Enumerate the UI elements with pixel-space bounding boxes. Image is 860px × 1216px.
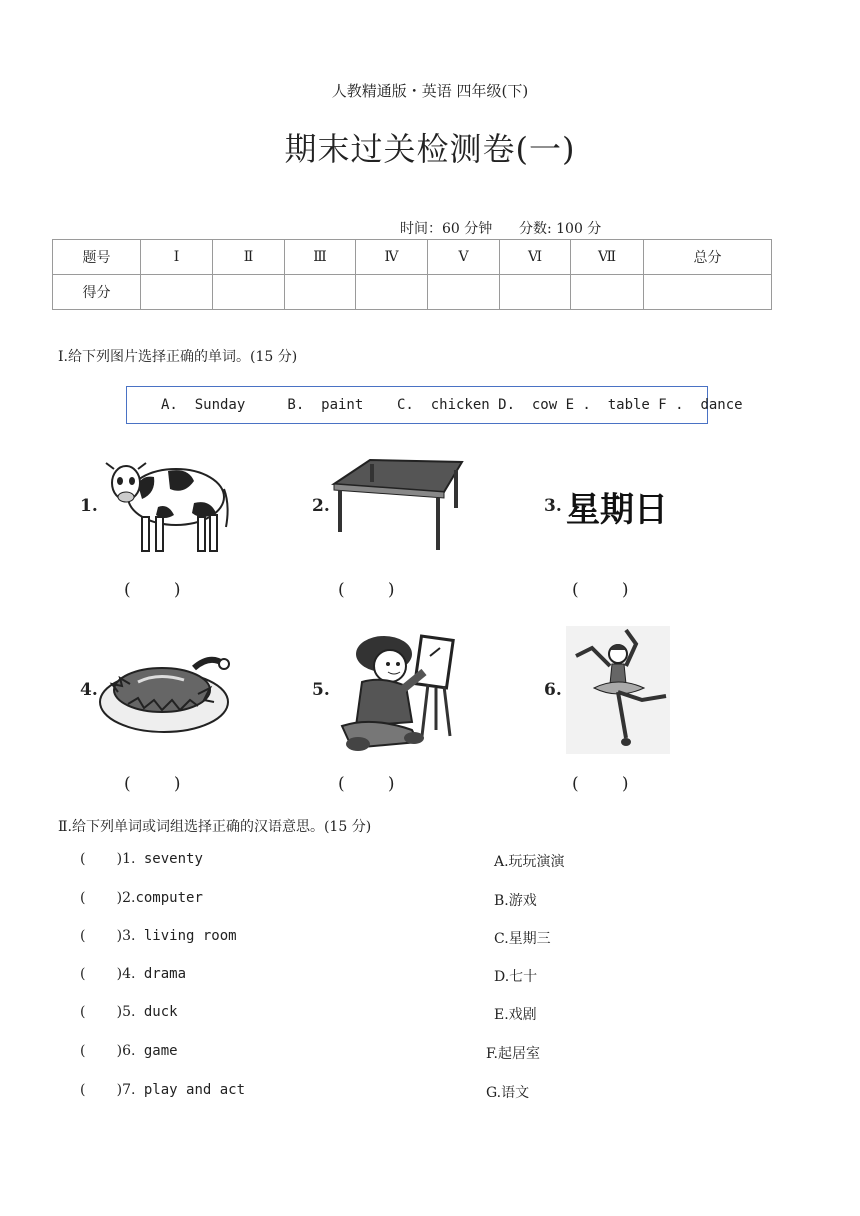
answer-blank[interactable]: ( ) <box>80 966 123 982</box>
question-number: 4. <box>122 966 136 982</box>
score-input-cell[interactable] <box>571 275 644 310</box>
score-input-cell[interactable] <box>285 275 356 310</box>
ballet-dancer-icon <box>566 626 670 754</box>
answer-blank[interactable]: ( ) <box>124 774 181 794</box>
score-input-cell[interactable] <box>644 275 772 310</box>
score-table <box>52 239 772 310</box>
time-score-info: 时间：60 分钟 分数: 100 分 <box>400 221 602 237</box>
picture-number: 2. <box>312 496 330 516</box>
question-word: drama <box>135 966 187 982</box>
question-number: 2. <box>122 890 136 906</box>
cow-icon <box>98 455 232 559</box>
question-word: game <box>135 1043 178 1059</box>
question-row <box>80 851 203 867</box>
score-table-header-row <box>53 240 772 275</box>
score-input-cell[interactable] <box>213 275 285 310</box>
score-input-cell[interactable] <box>141 275 213 310</box>
option-item: D.七十 <box>494 969 538 985</box>
table-cell: Ⅳ <box>356 240 428 275</box>
page-title: 期末过关检测卷(一) <box>284 130 576 168</box>
section1-title: Ⅰ.给下列图片选择正确的单词。(15 分) <box>58 349 298 365</box>
table-cell: 得分 <box>53 275 141 310</box>
sunday-text-picture: 星期日 <box>566 490 668 530</box>
table-cell: Ⅵ <box>500 240 571 275</box>
table-icon <box>330 456 466 554</box>
question-number: 6. <box>122 1043 136 1059</box>
question-row <box>80 890 203 906</box>
answer-blank[interactable]: ( ) <box>80 851 123 867</box>
question-number: 1. <box>122 851 136 867</box>
picture-number: 1. <box>80 496 98 516</box>
question-word: seventy <box>135 851 203 867</box>
answer-blank[interactable]: ( ) <box>80 1004 123 1020</box>
roast-chicken-icon <box>98 644 232 738</box>
score-input-cell[interactable] <box>428 275 500 310</box>
score-table-score-row <box>53 275 772 310</box>
question-number: 7. <box>122 1082 136 1098</box>
picture-number: 4. <box>80 680 98 700</box>
option-item: G.语文 <box>486 1085 530 1101</box>
question-word: living room <box>135 928 237 944</box>
question-row <box>80 1004 178 1020</box>
table-cell: Ⅲ <box>285 240 356 275</box>
table-cell: Ⅱ <box>213 240 285 275</box>
table-cell: Ⅶ <box>571 240 644 275</box>
answer-blank[interactable]: ( ) <box>572 774 629 794</box>
score-input-cell[interactable] <box>356 275 428 310</box>
option-item: B.游戏 <box>494 893 537 909</box>
question-word: duck <box>135 1004 178 1020</box>
option-item: C.星期三 <box>494 931 551 947</box>
answer-blank[interactable]: ( ) <box>80 928 123 944</box>
answer-blank[interactable]: ( ) <box>80 890 123 906</box>
table-cell: 总分 <box>644 240 772 275</box>
question-row <box>80 966 186 982</box>
picture-number: 6. <box>544 680 562 700</box>
answer-blank[interactable]: ( ) <box>338 580 395 600</box>
child-painting-icon <box>332 626 462 754</box>
question-word: play and act <box>135 1082 246 1098</box>
answer-blank[interactable]: ( ) <box>124 580 181 600</box>
answer-blank[interactable]: ( ) <box>572 580 629 600</box>
option-item: E.戏剧 <box>494 1007 537 1023</box>
question-number: 5. <box>122 1004 136 1020</box>
question-word: computer <box>135 890 203 906</box>
picture-number: 5. <box>312 680 330 700</box>
score-input-cell[interactable] <box>500 275 571 310</box>
word-bank-box: A. Sunday B. paint C. chicken D. cow E . table F . dance <box>126 386 708 424</box>
picture-number: 3. <box>544 496 562 516</box>
table-cell: Ⅴ <box>428 240 500 275</box>
option-item: A.玩玩演演 <box>494 854 565 870</box>
question-row <box>80 928 237 944</box>
table-cell: Ⅰ <box>141 240 213 275</box>
question-row <box>80 1082 245 1098</box>
answer-blank[interactable]: ( ) <box>80 1043 123 1059</box>
question-row <box>80 1043 178 1059</box>
series-label: 人教精通版・英语 四年级(下) <box>331 82 529 100</box>
option-item: F.起居室 <box>486 1046 540 1062</box>
question-number: 3. <box>122 928 136 944</box>
answer-blank[interactable]: ( ) <box>80 1082 123 1098</box>
section2-title: Ⅱ.给下列单词或词组选择正确的汉语意思。(15 分) <box>58 819 372 835</box>
answer-blank[interactable]: ( ) <box>338 774 395 794</box>
table-cell: 题号 <box>53 240 141 275</box>
